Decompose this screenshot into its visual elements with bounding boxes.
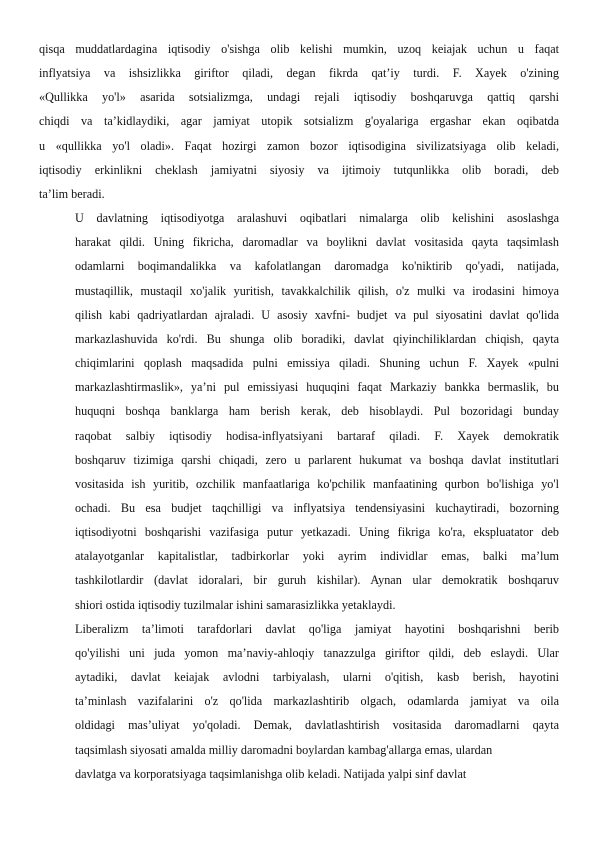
text-line: ochadi. Bu esa budjet taqchilligi va inflyatsiya tendensiyasini kuchaytiradi, bozorning (75, 500, 559, 515)
text-line: U davlatning iqtisodiyotga aralashuvi oqibatlari nimalarga olib kelishini asoslashga (75, 211, 559, 226)
text-line: iqtisodiy erkinlikni cheklash jamiyatni siyosiy va ijtimoiy tutqunlikka olib boradi, deb (39, 162, 559, 177)
paragraph-1 (39, 37, 559, 206)
text-line: u «qullikka yo'l oladi». Faqat hozirgi zamon bozor iqtisodigina sivilizatsiyaga olib keladi, (39, 138, 559, 153)
text-line: ta’lim beradi. (39, 186, 105, 201)
paragraph-2 (39, 206, 559, 617)
text-line: atalayotganlar kapitalistlar, tadbirkorlar yoki ayrim individlar emas, balki ma’lum (75, 549, 559, 564)
text-line: inflyatsiya va ishsizlikka giriftor qiladi, degan fikrda qat’iy turdi. F. Xayek o'zining (39, 66, 559, 81)
text-line: chiqdi va ta’kidlaydiki, agar jamiyat utopik sotsializm g'oyalariga ergashar ekan oqibatda (39, 114, 559, 129)
text-line: shiori ostida iqtisodiy tuzilmalar ishini samarasizlikka yetaklaydi. (75, 597, 396, 612)
text-line: harakat qildi. Uning fikricha, daromadlar va boylikni davlat vositasida qayta taqsimlash (75, 235, 559, 250)
text-line: markazlashtirmaslik», ya’ni pul emissiyasi huquqini faqat Markaziy bankka bermaslik, bu (75, 380, 559, 395)
text-line: vositasida ish yuritib, ozchilik manfaatlariga ko'pchilik manfaatining qurbon bo'lishiga yo'l (75, 476, 559, 491)
paragraph-3 (39, 617, 559, 786)
text-line: odamlarni boqimandalikka va kafolatlangan daromadga ko'niktirib qo'yadi, natijada, (75, 259, 559, 274)
text-line: tashkilotlardir (davlat idoralari, bir guruh kishilar). Aynan ular demokratik boshqaruv (75, 573, 559, 588)
text-line: chiqimlarini qoplash maqsadida pulni emissiya qiladi. Shuning uchun F. Xayek «pulni (75, 356, 559, 371)
text-line: raqobat salbiy iqtisodiy hodisa-inflyatsiyani bartaraf qiladi. F. Xayek demokratik (75, 428, 559, 443)
text-line: mustaqillik, mustaqil xo'jalik yuritish, tavakkalchilik qilish, o'z mulki va irodasini himoya (75, 283, 559, 298)
text-line: huquqni boshqa banklarga ham berish kerak, deb hisoblaydi. Pul bozoridagi bunday (75, 404, 559, 419)
text-line: qo'yilishi uni juda yomon ma’naviy-ahloqiy tanazzulga giriftor qildi, deb eslaydi. Ular (75, 645, 559, 660)
text-line: taqsimlash siyosati amalda milliy daromadni boylardan kambag'allarga emas, ulardan (75, 742, 493, 757)
text-line: qisqa muddatlardagina iqtisodiy o'sishga olib kelishi mumkin, uzoq keiajak uchun u faqat (39, 42, 559, 56)
text-line: iqtisodiyotni boshqarishi vazifasiga putur yetkazadi. Uning fikriga ko'ra, ekspluatator deb (75, 525, 559, 540)
text-line: aytadiki, davlat keiajak avlodni tarbiyalash, ularni o'qitish, kasb berish, hayotini (75, 670, 559, 685)
text-line: davlatga va korporatsiyaga taqsimlanishga olib keladi. Natijada yalpi sinf davlat (75, 766, 467, 781)
document-page (39, 37, 559, 786)
text-line: boshqaruv tizimiga qarshi chiqadi, zero u parlarent hukumat va boshqa davlat institutlari (75, 452, 559, 467)
text-line: ta’minlash vazifalarini o'z qo'lida markazlashtirib olgach, odamlarda jamiyat va oila (75, 694, 559, 709)
text-line: markazlashuvida ko'rdi. Bu shunga olib boradiki, davlat qiyinchiliklardan chiqish, qayta (75, 331, 559, 346)
text-line: oldidagi mas’uliyat yo'qoladi. Demak, davlatlashtirish vositasida daromadlarni qayta (75, 718, 559, 733)
text-line: qilish kabi qadriyatlardan ajraladi. U asosiy xavfni- budjet va pul siyosatini davlat qo'lida (75, 307, 559, 322)
text-line: «Qullikka yo'l» asarida sotsializmga, undagi rejali iqtisodiy boshqaruvga qattiq qarshi (39, 90, 559, 105)
text-line: Liberalizm ta’limoti tarafdorlari davlat qo'liga jamiyat hayotini boshqarishni berib (75, 621, 559, 636)
